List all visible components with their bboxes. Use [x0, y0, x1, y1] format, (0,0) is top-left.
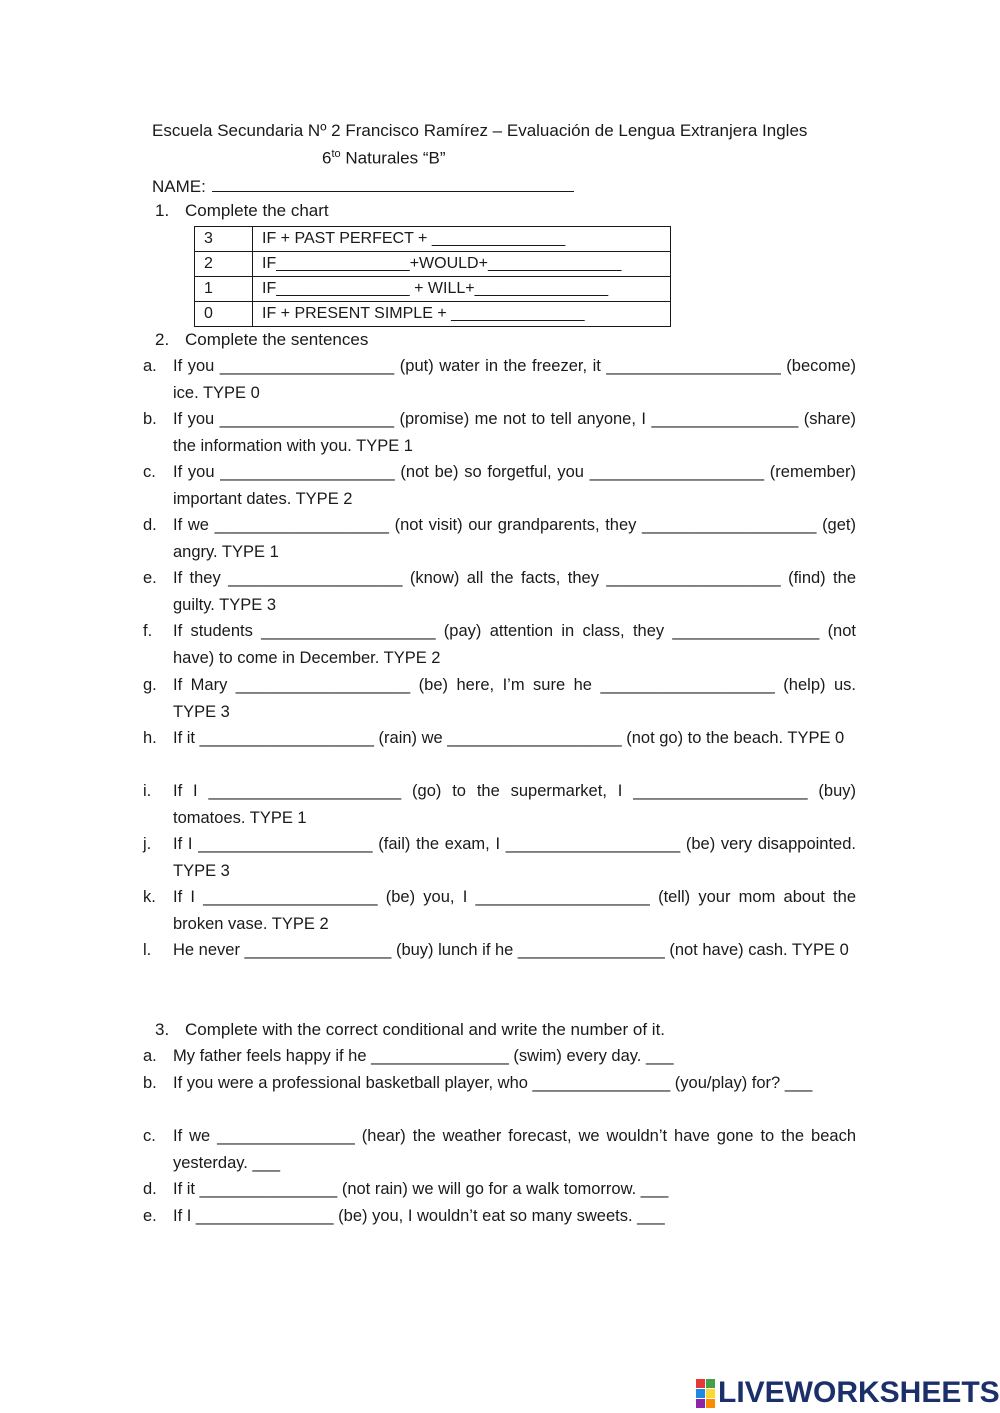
item-letter: k.: [143, 888, 156, 906]
item-text: If it ___________________ (rain) we ___________________ (not go) to the beach. TYPE 0: [173, 729, 845, 747]
section-1-title: Complete the chart: [185, 201, 329, 220]
item-letter: h.: [143, 729, 157, 747]
grade-superscript: to: [331, 148, 341, 160]
grade-line: [322, 148, 446, 169]
logo-square: [696, 1379, 705, 1388]
chart-type-cell: 1: [195, 277, 253, 302]
item-letter: a.: [143, 357, 157, 375]
chart-formula-cell[interactable]: IF + PAST PERFECT + _______________: [253, 227, 671, 252]
item-letter: g.: [143, 676, 157, 694]
exercise-item-g[interactable]: [143, 672, 856, 725]
chart-row: [195, 227, 671, 252]
item-letter: c.: [143, 1127, 156, 1145]
item-text: He never ________________ (buy) lunch if he ________________ (not have) cash. TYPE 0: [173, 941, 849, 959]
section-2-title: Complete the sentences: [185, 330, 369, 349]
chart-row: [195, 302, 671, 327]
chart-type-cell: 3: [195, 227, 253, 252]
name-label: NAME:: [152, 177, 206, 196]
item-text: If we _______________ (hear) the weather forecast, we wouldn’t have gone to the beach yesterday. ___: [173, 1127, 856, 1172]
section-3-title: Complete with the correct conditional and write the number of it.: [185, 1020, 666, 1039]
chart-formula-cell[interactable]: IF + PRESENT SIMPLE + _______________: [253, 302, 671, 327]
grade-class: Naturales “B”: [340, 148, 446, 168]
exercise-item-j[interactable]: [143, 831, 856, 884]
item-text: If I ___________________ (fail) the exam, I ___________________ (be) very disappointed. TYPE 3: [173, 835, 856, 880]
item-letter: a.: [143, 1047, 157, 1065]
school-title: Escuela Secundaria Nº 2 Francisco Ramírez – Evaluación de Lengua Extranjera Ingles: [152, 121, 808, 140]
item-text: If you were a professional basketball player, who _______________ (you/play) for? ___: [173, 1074, 813, 1092]
item-text: My father feels happy if he _______________ (swim) every day. ___: [173, 1047, 674, 1065]
item-text: If you ___________________ (not be) so forgetful, you ___________________ (remember) important dates. TYPE 2: [173, 463, 856, 508]
logo-square: [696, 1389, 705, 1398]
chart-formula-cell[interactable]: IF_______________+WOULD+_______________: [253, 252, 671, 277]
section-3-heading: [155, 1020, 665, 1040]
item-text: If you ___________________ (promise) me not to tell anyone, I ________________ (share) the information with you. TYPE 1: [173, 410, 856, 455]
item-letter: i.: [143, 782, 152, 800]
item-text: If they ___________________ (know) all the facts, they ___________________ (find) the guilty. TYPE 3: [173, 569, 856, 614]
name-input-line[interactable]: [212, 175, 574, 192]
exercise-item-l[interactable]: [143, 937, 856, 964]
item-letter: b.: [143, 410, 157, 428]
chart-type-cell: 2: [195, 252, 253, 277]
logo-square: [696, 1399, 705, 1408]
item-text: If you ___________________ (put) water in the freezer, it ___________________ (become) ice. TYPE 0: [173, 357, 856, 402]
chart-type-cell: 0: [195, 302, 253, 327]
section-1-heading: [155, 201, 329, 221]
chart-row: [195, 252, 671, 277]
liveworksheets-logo-text: LIVEWORKSHEETS: [718, 1376, 1000, 1409]
item-letter: d.: [143, 1180, 157, 1198]
item-letter: d.: [143, 516, 157, 534]
item-letter: l.: [143, 941, 152, 959]
item-letter: b.: [143, 1074, 157, 1092]
item-letter: f.: [143, 622, 153, 640]
conditional-item-b[interactable]: [143, 1070, 856, 1097]
section-2-number: 2.: [155, 330, 170, 349]
grade-number: 6: [322, 148, 332, 168]
exercise-item-b[interactable]: [143, 406, 856, 459]
item-letter: j.: [143, 835, 152, 853]
exercise-item-i[interactable]: [143, 778, 856, 831]
exercise-item-e[interactable]: [143, 565, 856, 618]
exercise-item-h[interactable]: [143, 725, 856, 752]
item-text: If Mary ___________________ (be) here, I’m sure he ___________________ (help) us. TYPE 3: [173, 676, 856, 721]
exercise-item-k[interactable]: [143, 884, 856, 937]
exercise-item-c[interactable]: [143, 459, 856, 512]
liveworksheets-logo[interactable]: [696, 1378, 1000, 1408]
item-text: If we ___________________ (not visit) our grandparents, they ___________________ (get) angry. TYPE 1: [173, 516, 856, 561]
name-row: [152, 175, 574, 197]
logo-square: [706, 1389, 715, 1398]
conditional-item-c[interactable]: [143, 1123, 856, 1176]
chart-row: [195, 277, 671, 302]
conditionals-chart: [194, 226, 671, 327]
item-text: If students ___________________ (pay) attention in class, they ________________ (not have) to come in December. TYPE 2: [173, 622, 856, 667]
conditional-item-a[interactable]: [143, 1043, 856, 1070]
logo-square: [706, 1379, 715, 1388]
conditional-item-d[interactable]: [143, 1176, 856, 1203]
item-letter: e.: [143, 569, 157, 587]
logo-square: [706, 1399, 715, 1408]
item-text: If I _______________ (be) you, I wouldn’t eat so many sweets. ___: [173, 1207, 665, 1225]
item-text: If I _____________________ (go) to the supermarket, I ___________________ (buy) tomatoes. TYPE 1: [173, 782, 856, 827]
item-text: If it _______________ (not rain) we will go for a walk tomorrow. ___: [173, 1180, 669, 1198]
item-letter: c.: [143, 463, 156, 481]
chart-formula-cell[interactable]: IF_______________ + WILL+_______________: [253, 277, 671, 302]
liveworksheets-logo-icon: [696, 1379, 715, 1408]
section-3-number: 3.: [155, 1020, 170, 1039]
section-2-heading: [155, 330, 368, 350]
item-text: If I ___________________ (be) you, I ___________________ (tell) your mom about the broken vase. TYPE 2: [173, 888, 856, 933]
section-1-number: 1.: [155, 201, 170, 220]
exercise-item-d[interactable]: [143, 512, 856, 565]
exercise-item-f[interactable]: [143, 618, 856, 671]
exercise-item-a[interactable]: [143, 353, 856, 406]
conditional-item-e[interactable]: [143, 1203, 856, 1230]
item-letter: e.: [143, 1207, 157, 1225]
